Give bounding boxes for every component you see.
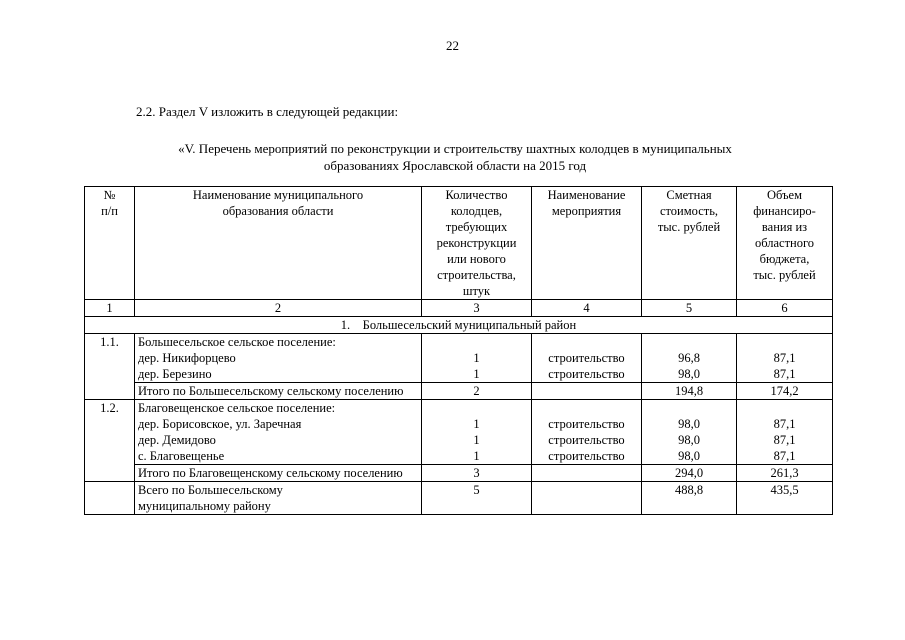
column-number: 3 bbox=[422, 300, 532, 317]
total-label: Итого по Большесельскому сельскому поселению bbox=[135, 383, 422, 400]
cost-cell: 98,0 98,0 98,0 bbox=[642, 400, 737, 465]
column-number: 1 bbox=[85, 300, 135, 317]
district-title: 1. Большесельский муниципальный район bbox=[85, 317, 833, 334]
total-event bbox=[532, 465, 642, 482]
total-funding: 261,3 bbox=[737, 465, 833, 482]
count-cell: 1 1 bbox=[422, 334, 532, 383]
settlement-cell bbox=[135, 400, 422, 465]
grand-total-label: Всего по Большесельскому муниципальному району bbox=[135, 482, 422, 515]
column-number: 6 bbox=[737, 300, 833, 317]
total-row bbox=[85, 383, 833, 400]
count-cell: 1 1 1 bbox=[422, 400, 532, 465]
village-name: дер. Никифорцево bbox=[138, 351, 236, 365]
section-intro: 2.2. Раздел V изложить в следующей редакции: bbox=[136, 104, 399, 119]
list-title-line: образованиях Ярославской области на 2015 год bbox=[323, 158, 587, 173]
total-count: 2 bbox=[422, 383, 532, 400]
page-number: 22 bbox=[446, 38, 459, 53]
row-number bbox=[85, 482, 135, 515]
row-number: 1.2. bbox=[85, 400, 135, 482]
event-cell: строительство строительство строительство bbox=[532, 400, 642, 465]
grand-total-cost: 488,8 bbox=[642, 482, 737, 515]
total-count: 3 bbox=[422, 465, 532, 482]
column-numbers-row bbox=[85, 300, 833, 317]
cost-cell: 96,8 98,0 bbox=[642, 334, 737, 383]
column-number: 4 bbox=[532, 300, 642, 317]
header-event: Наименование мероприятия bbox=[532, 187, 642, 300]
settlement-cell bbox=[135, 334, 422, 383]
column-number: 2 bbox=[135, 300, 422, 317]
table-row bbox=[85, 400, 833, 465]
header-cost: Сметная стоимость, тыс. рублей bbox=[642, 187, 737, 300]
grand-total-count: 5 bbox=[422, 482, 532, 515]
funding-cell: 87,1 87,1 bbox=[737, 334, 833, 383]
total-cost: 194,8 bbox=[642, 383, 737, 400]
total-label: Итого по Благовещенскому сельскому поселению bbox=[135, 465, 422, 482]
grand-total-funding: 435,5 bbox=[737, 482, 833, 515]
settlement-name: Благовещенское сельское поселение: bbox=[138, 401, 336, 415]
list-title-line: «V. Перечень мероприятий по реконструкции и строительству шахтных колодцев в муниципальных bbox=[178, 141, 732, 156]
header-funding: Объем финансиро- вания из областного бюджета, тыс. рублей bbox=[737, 187, 833, 300]
grand-total-row bbox=[85, 482, 833, 515]
total-funding: 174,2 bbox=[737, 383, 833, 400]
header-row bbox=[85, 187, 833, 300]
header-num: № п/п bbox=[85, 187, 135, 300]
row-number: 1.1. bbox=[85, 334, 135, 400]
header-count: Количество колодцев, требующих реконструкции или нового строительства, штук bbox=[422, 187, 532, 300]
table-row bbox=[85, 334, 833, 383]
village-name: с. Благовещенье bbox=[138, 449, 225, 463]
total-row bbox=[85, 465, 833, 482]
settlement-name: Большесельское сельское поселение: bbox=[138, 335, 336, 349]
grand-total-event bbox=[532, 482, 642, 515]
event-cell: строительство строительство bbox=[532, 334, 642, 383]
village-name: дер. Борисовское, ул. Заречная bbox=[138, 417, 302, 431]
header-name: Наименование муниципального образования области bbox=[135, 187, 422, 300]
funding-cell: 87,1 87,1 87,1 bbox=[737, 400, 833, 465]
district-row bbox=[85, 317, 833, 334]
village-name: дер. Демидово bbox=[138, 433, 216, 447]
list-title bbox=[90, 140, 820, 174]
total-cost: 294,0 bbox=[642, 465, 737, 482]
column-number: 5 bbox=[642, 300, 737, 317]
village-name: дер. Березино bbox=[138, 367, 212, 381]
wells-table bbox=[84, 186, 833, 515]
total-event bbox=[532, 383, 642, 400]
